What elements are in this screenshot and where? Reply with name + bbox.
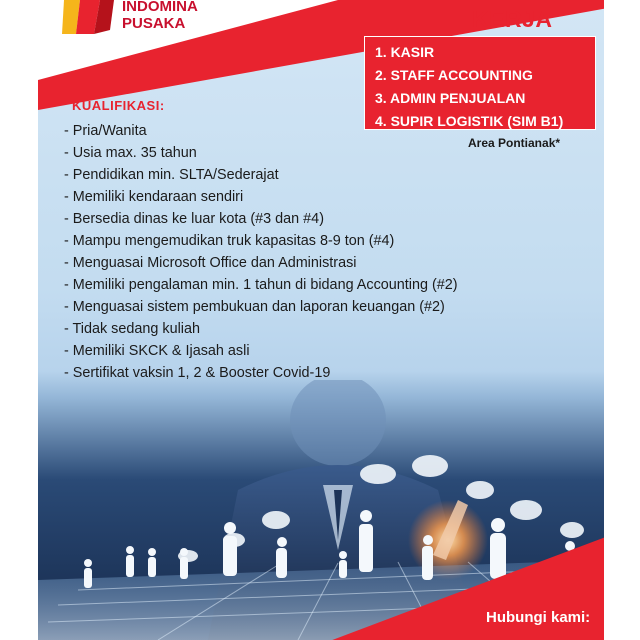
qualification-item: - Mampu mengemudikan truk kapasitas 8-9 ton (#4) — [64, 233, 395, 249]
qualification-item: - Bersedia dinas ke luar kota (#3 dan #4) — [64, 211, 324, 227]
job-poster — [38, 0, 604, 640]
position-item: 2. STAFF ACCOUNTING — [375, 67, 533, 83]
qualification-item: - Memiliki pengalaman min. 1 tahun di bidang Accounting (#2) — [64, 277, 458, 293]
position-item: 1. KASIR — [375, 44, 435, 60]
qualification-item: - Tidak sedang kuliah — [64, 321, 200, 337]
qualification-item: - Memiliki SKCK & Ijasah asli — [64, 343, 250, 359]
contact-label: Hubungi kami: — [486, 609, 591, 626]
qualification-item: - Pendidikan min. SLTA/Sederajat — [64, 167, 279, 183]
qualification-item: - Usia max. 35 tahun — [64, 145, 197, 161]
company-logo-icon — [60, 0, 116, 34]
qualifications-list — [64, 120, 458, 384]
qualification-item: - Menguasai sistem pembukuan dan laporan keuangan (#2) — [64, 299, 445, 315]
positions-box — [364, 36, 596, 130]
company-name-line1: INDOMINA — [122, 0, 198, 15]
qualification-item: - Memiliki kendaraan sendiri — [64, 189, 244, 205]
position-item: 3. ADMIN PENJUALAN — [375, 90, 526, 106]
company-name-line2: PUSAKA — [122, 15, 186, 32]
header-title: KERJA — [472, 6, 553, 32]
area-note: Area Pontianak* — [468, 136, 561, 150]
qualification-item: - Pria/Wanita — [64, 123, 147, 139]
qualifications-heading: KUALIFIKASI: — [72, 98, 165, 113]
qualification-item: - Sertifikat vaksin 1, 2 & Booster Covid-19 — [64, 365, 331, 381]
qualification-item: - Menguasai Microsoft Office dan Administrasi — [64, 255, 357, 271]
position-item: 4. SUPIR LOGISTIK (SIM B1) — [375, 113, 564, 129]
company-name — [122, 0, 198, 32]
